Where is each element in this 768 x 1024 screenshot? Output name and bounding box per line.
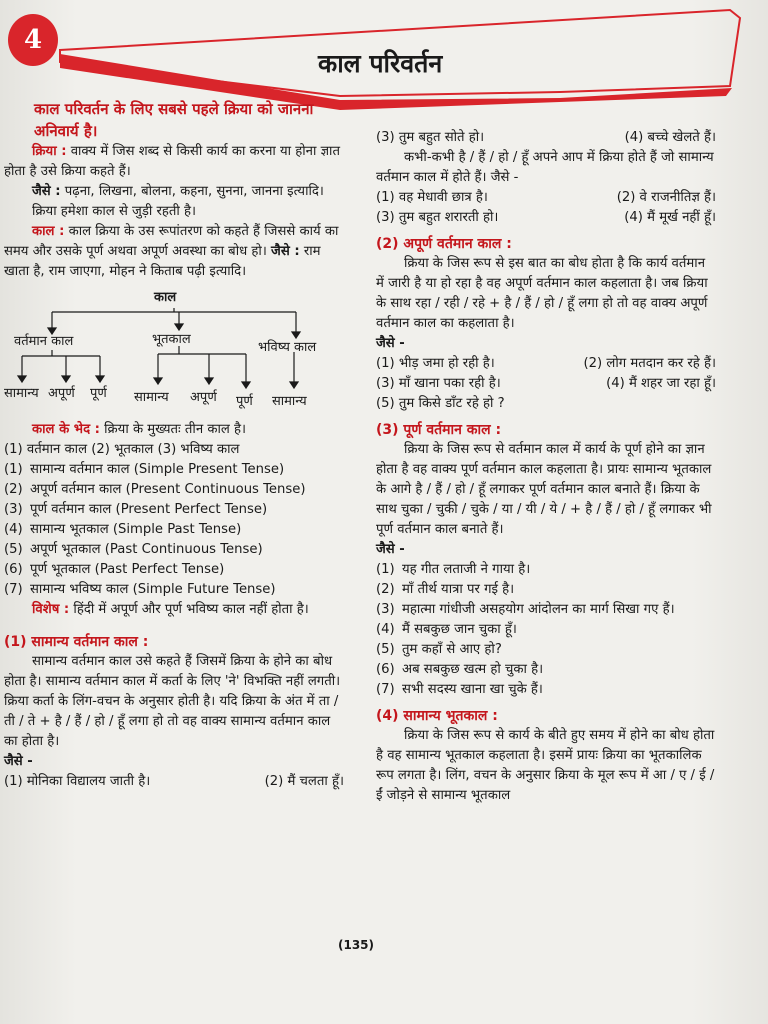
vishesh-label: विशेष :: [32, 602, 70, 617]
page-number: (135): [338, 938, 375, 952]
list-item: (2) अपूर्ण वर्तमान काल (Present Continuous Tense): [4, 482, 306, 497]
list-item: (2) माँ तीर्थ यात्रा पर गई है।: [376, 582, 515, 597]
example-row: (3) तुम बहुत सोते हो। (4) बच्चे खेलते हैं।: [376, 130, 716, 145]
example-row: (1) मोनिका विद्यालय जाती है। (2) मैं चलता हूँ।: [4, 774, 344, 789]
list-item: (1) सामान्य वर्तमान काल (Simple Present Tense): [4, 462, 285, 477]
intro-heading: काल परिवर्तन के लिए सबसे पहले क्रिया को जानना अनिवार्य है।: [34, 100, 314, 140]
simple-present-jaise: जैसे -: [4, 754, 33, 769]
kriya-text: वाक्य में जिस शब्द से किसी कार्य का करना या होना ज्ञात होता है उसे क्रिया कहते हैं।: [4, 144, 340, 179]
bhed-text: क्रिया के मुख्यतः तीन काल है।: [104, 422, 247, 437]
chapter-title: काल परिवर्तन: [318, 49, 443, 78]
example-row: (3) तुम बहुत शरारती हो। (4) मैं मूर्ख नहीं हूँ।: [376, 210, 716, 225]
list-item: (6) अब सबकुछ खत्म हो चुका है।: [376, 662, 544, 677]
list-item: (6) पूर्ण भूतकाल (Past Perfect Tense): [4, 562, 225, 577]
tree-leaf: सामान्य: [134, 390, 169, 405]
present-perfect-text: क्रिया के जिस रूप से वर्तमान काल में कार्य के पूर्ण होने का ज्ञान होता है वह वाक्य पूर्ण वर्तमान काल कहलाता है। प्रायः सामान्य भूतकाल के आगे है / हैं / हो / हूँ लगाकर पूर्ण वर्तमान काल बनाते हैं। क्रिया के साथ चुका / चुकी / चुके / या / यी / ये / + है / हैं / हो / हूँ लगाकर भी पूर्ण वर्तमान काल बनाते हैं।: [376, 442, 712, 537]
list-item: (3) महात्मा गांधीजी असहयोग आंदोलन का मार्ग सिखा गए हैं।: [376, 602, 675, 617]
present-perfect-jaise: जैसे -: [376, 542, 405, 557]
list-item: (7) सभी सदस्य खाना खा चुके हैं।: [376, 682, 543, 697]
example-row: (3) माँ खाना पका रही है। (4) मैं शहर जा रहा हूँ।: [376, 376, 716, 391]
present-perfect-examples: [376, 560, 716, 700]
kaal-label: काल :: [32, 224, 65, 239]
kaal-jaise-text: राम खाता है, राम जाएगा, मोहन ने किताब पढ़ी इत्यादि।: [4, 244, 321, 279]
example-row: (5) तुम किसे डाँट रहे हो ?: [376, 396, 505, 411]
section-heading-present-continuous: (2) अपूर्ण वर्तमान काल :: [376, 236, 512, 252]
present-continuous-text: क्रिया के जिस रूप से इस बात का बोध होता है कि कार्य वर्तमान में जारी है या हो रहा है वह अपूर्ण वर्तमान काल कहलाता है। जब क्रिया के साथ रहा / रही / रहे + है / हैं / हो / हूँ लगा हो तो वह वाक्य अपूर्ण वर्तमान काल का कहलाता है।: [376, 256, 708, 331]
kaal-jaise-label: जैसे :: [271, 244, 300, 259]
kaal-tree-diagram: [4, 288, 344, 416]
tree-vartaman: वर्तमान काल: [14, 334, 74, 349]
example-row: (1) वह मेधावी छात्र है। (2) वे राजनीतिज्ञ हैं।: [376, 190, 716, 205]
vishesh-text: हिंदी में अपूर्ण और पूर्ण भविष्य काल नहीं होता है।: [73, 602, 309, 617]
section-heading-present-perfect: (3) पूर्ण वर्तमान काल :: [376, 422, 502, 438]
kriya-kaal-text: क्रिया हमेशा काल से जुड़ी रहती है।: [32, 204, 197, 219]
tree-leaf: अपूर्ण: [190, 390, 217, 405]
jaise-text: पढ़ना, लिखना, बोलना, कहना, सुनना, जानना इत्यादि।: [64, 184, 324, 199]
bhed-label: काल के भेद :: [32, 422, 100, 437]
tree-bhoot: भूतकाल: [152, 332, 191, 347]
bhed-list: (1) वर्तमान काल (2) भूतकाल (3) भविष्य काल: [4, 442, 240, 457]
list-item: (5) तुम कहाँ से आए हो?: [376, 642, 502, 657]
tree-leaf: पूर्ण: [90, 386, 107, 401]
list-item: (4) मैं सबकुछ जान चुका हूँ।: [376, 622, 517, 637]
section-heading-simple-past: (4) सामान्य भूतकाल :: [376, 708, 498, 724]
tree-leaf: सामान्य: [272, 394, 307, 409]
right-column: [376, 128, 716, 806]
tree-bhavishya: भविष्य काल: [258, 340, 317, 355]
tree-leaf: अपूर्ण: [48, 386, 75, 401]
kaal-text: काल क्रिया के उस रूपांतरण को कहते हैं जिससे कार्य का समय और उसके पूर्ण अथवा अपूर्ण अवस्था का बोध हो।: [4, 224, 339, 259]
list-item: (1) यह गीत लताजी ने गाया है।: [376, 562, 531, 577]
tree-root-kaal: काल: [154, 290, 177, 305]
present-continuous-jaise: जैसे -: [376, 336, 405, 351]
section-heading-simple-present: (1) सामान्य वर्तमान काल :: [4, 634, 149, 650]
kriya-label: क्रिया :: [32, 144, 67, 159]
list-item: (3) पूर्ण वर्तमान काल (Present Perfect Tense): [4, 502, 268, 517]
jaise-label: जैसे :: [32, 184, 61, 199]
simple-present-text: सामान्य वर्तमान काल उसे कहते हैं जिसमें क्रिया के होने का बोध होता है। सामान्य वर्तमान काल में कर्ता के लिए 'ने' विभक्ति नहीं लगती। क्रिया कर्ता के लिंग-वचन के अनुसार होती है। यदि क्रिया के अंत में ता / ती / ते + है / हैं / हो / हूँ लगा हो तो वह वाक्य सामान्य वर्तमान काल का होता है।: [4, 654, 341, 749]
left-column: [4, 98, 344, 792]
simple-past-text: क्रिया के जिस रूप से कार्य के बीते हुए समय में होने का बोध होता है वह सामान्य भूतकाल कहलाता है। इसमें प्रायः क्रिया का भूतकालिक रूप लगता है। लिंग, वचन के अनुसार क्रिया के मूल रूप में आ / ए / ई / ईं जोड़ने से सामान्य भूतकाल: [376, 728, 715, 803]
example-row: (1) भीड़ जमा हो रही है। (2) लोग मतदान कर रहे हैं।: [376, 356, 716, 371]
kabhi-text: कभी-कभी है / हैं / हो / हूँ अपने आप में क्रिया होते हैं जो सामान्य वर्तमान काल में होते हैं। जैसे -: [376, 150, 714, 185]
chapter-number-badge: 4: [8, 14, 58, 66]
tree-leaf: पूर्ण: [236, 394, 253, 409]
tense-list: [4, 460, 344, 600]
list-item: (5) अपूर्ण भूतकाल (Past Continuous Tense): [4, 542, 263, 557]
list-item: (4) सामान्य भूतकाल (Simple Past Tense): [4, 522, 242, 537]
tree-leaf: सामान्य: [4, 386, 39, 401]
list-item: (7) सामान्य भविष्य काल (Simple Future Tense): [4, 582, 276, 597]
